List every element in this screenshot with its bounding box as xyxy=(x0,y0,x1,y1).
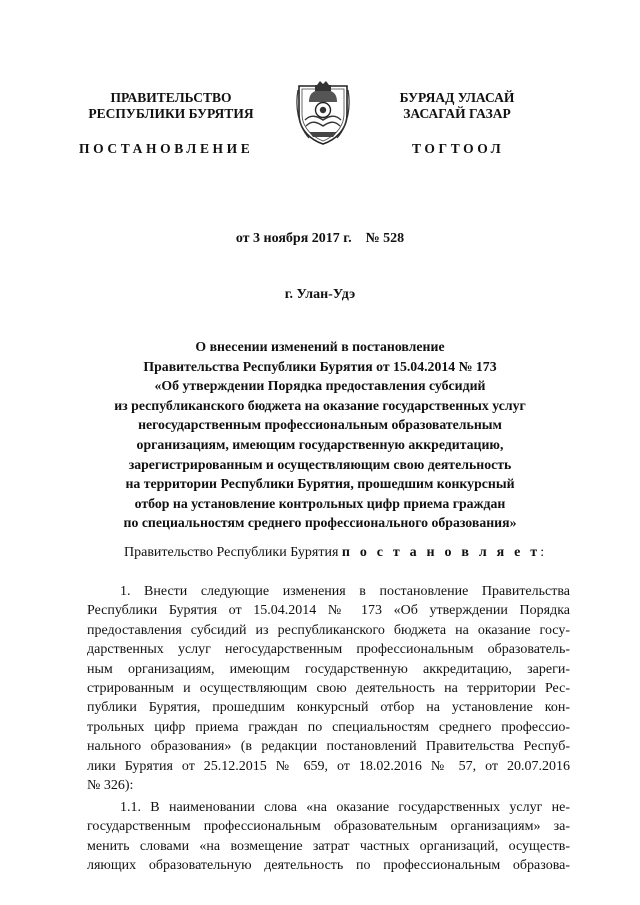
government-name-buryat xyxy=(357,90,557,122)
date-and-number: от 3 ноября 2017 г. № 528 xyxy=(235,231,405,246)
paragraph-line: предоставления субсидий из республиканского бюджета на оказание госу- xyxy=(87,622,570,638)
paragraph-line: Республики Бурятия от 15.04.2014 № 173 «Об утверждении Порядка xyxy=(87,603,570,619)
document-type-russian: ПОСТАНОВЛЕНИЕ xyxy=(79,141,254,156)
city: г. Улан-Удэ xyxy=(284,287,356,302)
header-right-line-2: ЗАСАГАЙ ГАЗАР xyxy=(403,106,511,121)
preamble xyxy=(124,545,544,561)
preamble-text: Правительство Республики Бурятия xyxy=(124,545,342,560)
paragraph-line: 1.1. В наименовании слова «на оказание государственных услуг не- xyxy=(120,800,570,815)
paragraph-line: нального образования» (в редакции постановлений Правительства Респуб- xyxy=(87,739,570,755)
paragraph-1 xyxy=(87,582,570,795)
header-left-line-2: РЕСПУБЛИКИ БУРЯТИЯ xyxy=(88,106,254,121)
document-title xyxy=(90,337,550,533)
paragraph-line: публики Бурятия, прошедшим конкурсный отбор на установление кон- xyxy=(87,700,570,716)
paragraph-line: стрированным и осуществляющим свою деятельность на территории Рес- xyxy=(87,680,570,696)
title-line: Правительства Республики Бурятия от 15.04.2014 № 173 xyxy=(143,358,497,374)
paragraph-line: дарственных услуг негосударственным профессиональным образователь- xyxy=(87,642,570,658)
title-line: «Об утверждении Порядка предоставления субсидий xyxy=(154,378,486,394)
paragraph-line: трольных цифр приема граждан по специальностям среднего профессио- xyxy=(87,719,570,735)
title-line: по специальностям среднего профессионального образования» xyxy=(123,515,517,531)
coat-of-arms-icon xyxy=(295,80,351,146)
paragraph-line: № 326): xyxy=(87,777,134,793)
preamble-emphasis: п о с т а н о в л я е т xyxy=(341,545,541,560)
title-line: отбор на установление контрольных цифр приема граждан xyxy=(134,495,506,511)
header-right-line-1: БУРЯАД УЛАСАЙ xyxy=(399,90,515,105)
paragraph-line: государственным профессиональным образовательным организациям» за- xyxy=(87,819,570,835)
title-line: организациям, имеющим государственную аккредитацию, xyxy=(136,436,504,452)
title-line: негосударственным профессиональным образовательным xyxy=(138,417,502,433)
paragraph-line: ным организациям, имеющим государственную аккредитацию, зареги- xyxy=(87,661,570,677)
paragraph-line: лики Бурятия от 25.12.2015 № 659, от 18.02.2016 № 57, от 20.07.2016 xyxy=(87,758,570,774)
paragraph-line: ляющих образовательную деятельность по профессиональным образова- xyxy=(87,858,570,874)
title-line: О внесении изменений в постановление xyxy=(195,339,445,354)
paragraph-line: менить словами «на возмещение затрат частных организаций, осуществ- xyxy=(87,838,570,854)
title-line: из республиканского бюджета на оказание государственных услуг xyxy=(114,397,526,413)
preamble-colon: : xyxy=(540,545,545,560)
paragraph-line: 1. Внести следующие изменения в постановление Правительства xyxy=(120,584,570,599)
title-line: на территории Республики Бурятия, прошедшим конкурсный xyxy=(125,476,515,492)
title-line: зарегистрированным и осуществляющим свою деятельность xyxy=(128,456,512,472)
paragraph-1-1 xyxy=(87,798,570,876)
document-type-buryat: ТОГТООЛ xyxy=(412,141,505,156)
government-name-russian xyxy=(71,90,271,122)
header-left-line-1: ПРАВИТЕЛЬСТВО xyxy=(110,90,232,105)
